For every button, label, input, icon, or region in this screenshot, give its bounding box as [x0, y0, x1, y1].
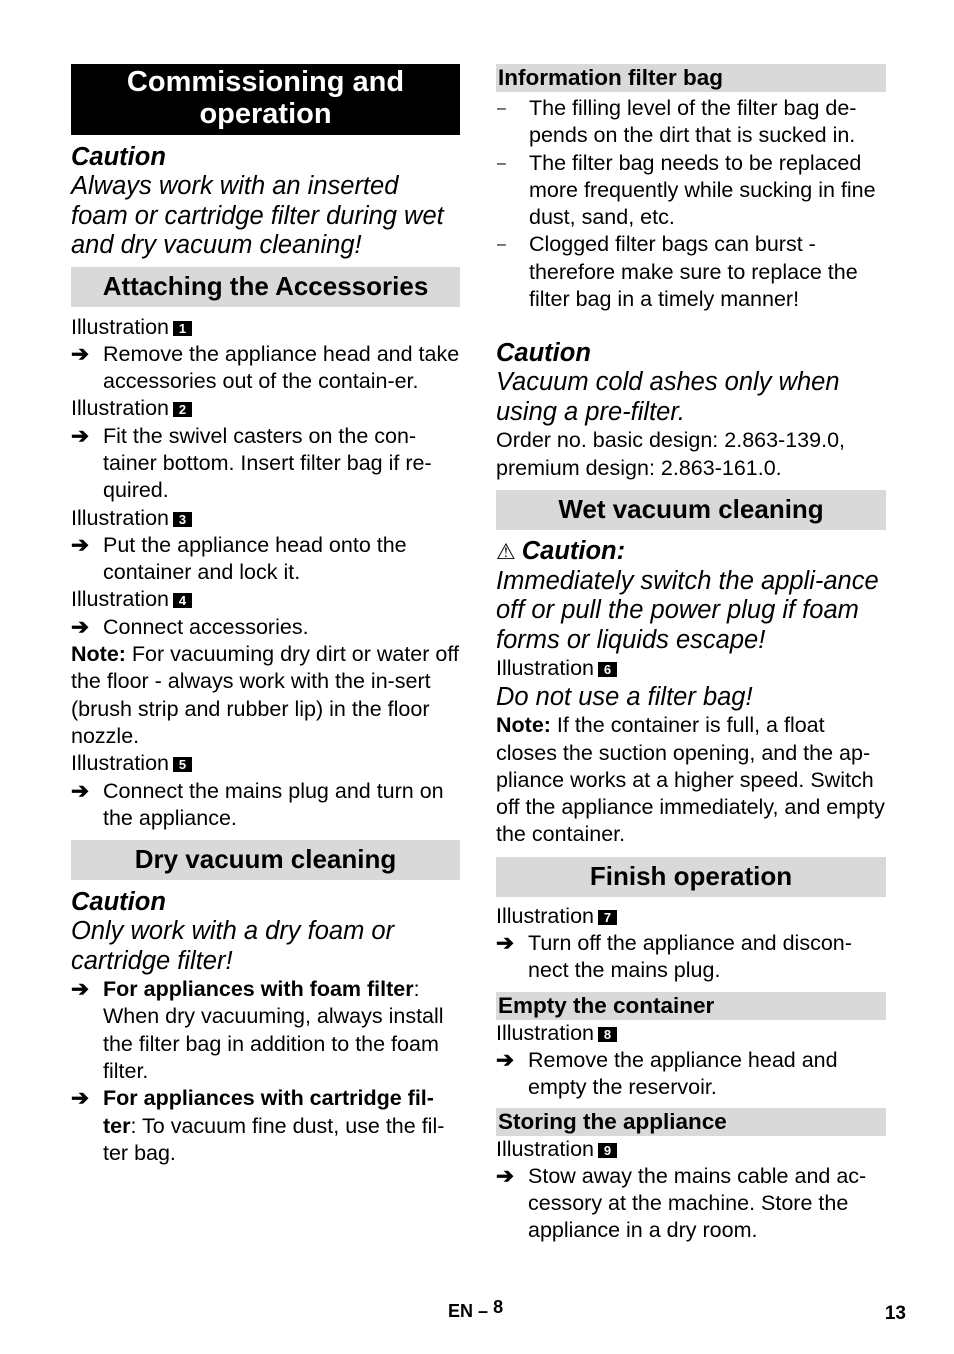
heading-finish-operation: Finish operation [496, 857, 886, 897]
note: Note: For vacuuming dry dirt or water off the floor - always work with the in-sert (brush strip and rubber lip) in the floor nozzle. [71, 642, 459, 748]
arrow-icon: ➔ [71, 341, 90, 366]
dash-icon: – [497, 236, 506, 254]
heading-empty-container: Empty the container [496, 992, 886, 1020]
arrow-icon: ➔ [496, 931, 515, 956]
arrow-icon: ➔ [71, 1086, 90, 1111]
illustration-number-badge: 1 [173, 321, 192, 336]
step-item: ➔ Put the appliance head onto the container and lock it. [71, 532, 460, 587]
step-item: ➔ Fit the swivel casters on the con-tainer bottom. Insert filter bag if re-quired. [71, 423, 460, 505]
arrow-icon: ➔ [71, 778, 90, 803]
caution-title: Caution [496, 339, 591, 368]
illustration-ref: Illustration 8 [496, 1020, 886, 1047]
illustration-number-badge: 7 [598, 910, 617, 925]
right-column [496, 64, 886, 1245]
illustration-ref: Illustration 5 [71, 750, 460, 777]
list-item: – The filter bag needs to be replaced more frequently while sucking in fine dust, sand, etc. [496, 150, 886, 232]
illustration-ref: Illustration 9 [496, 1136, 886, 1163]
heading-attaching-accessories: Attaching the Accessories [71, 267, 460, 307]
illustration-number-badge: 5 [173, 757, 192, 772]
list-item: – The filling level of the filter bag de-pends on the dirt that is sucked in. [496, 95, 886, 150]
illustration-ref: Illustration 6 [496, 655, 886, 682]
caution-title: Caution [71, 143, 166, 171]
note: Note: If the container is full, a float closes the suction opening, and the ap-pliance works at a higher speed. Switch off the appliance immediately, and empty the container. [496, 713, 885, 847]
step-item: ➔ For appliances with foam filter: When dry vacuuming, always install the filter bag in addition to the foam filter. [71, 976, 460, 1085]
dash-icon: – [497, 154, 506, 172]
heading-dry-vacuum: Dry vacuum cleaning [71, 840, 460, 880]
step-item: ➔ Turn off the appliance and discon-nect the mains plug. [496, 930, 886, 985]
warning-triangle-icon: ⚠ [496, 538, 516, 564]
heading-storing-appliance: Storing the appliance [496, 1108, 886, 1136]
caution-text: Vacuum cold ashes only when using a pre-filter. [496, 368, 840, 426]
arrow-icon: ➔ [71, 423, 90, 448]
dash-icon: – [497, 100, 506, 117]
heading-wet-vacuum: Wet vacuum cleaning [496, 490, 886, 530]
step-item: ➔ Remove the appliance head and take accessories out of the contain-er. [71, 341, 460, 396]
caution-title: ⚠ Caution: [496, 536, 626, 565]
heading-information-filter-bag: Information filter bag [496, 64, 886, 92]
list-item: – Clogged filter bags can burst - therefore make sure to replace the filter bag in a timely manner! [496, 231, 886, 313]
arrow-icon: ➔ [71, 614, 90, 639]
arrow-icon: ➔ [496, 1163, 515, 1188]
page-number: 13 [884, 1303, 906, 1324]
no-filter-bag-text: Do not use a filter bag! [496, 682, 753, 711]
section-title-commissioning: Commissioning and operation [71, 64, 460, 135]
illustration-ref: Illustration 7 [496, 903, 886, 930]
illustration-number-badge: 2 [173, 402, 192, 417]
caution-text: Only work with a dry foam or cartridge filter! [71, 917, 395, 975]
illustration-number-badge: 3 [173, 512, 192, 527]
step-item: ➔ Stow away the mains cable and ac-cessory at the machine. Store the appliance in a dry room. [496, 1163, 886, 1245]
step-item: ➔ For appliances with cartridge fil-ter: To vacuum fine dust, use the fil-ter bag. [71, 1085, 460, 1167]
step-item: ➔ Connect the mains plug and turn on the appliance. [71, 778, 460, 833]
arrow-icon: ➔ [71, 977, 90, 1002]
arrow-icon: ➔ [71, 532, 90, 557]
arrow-icon: ➔ [496, 1047, 515, 1072]
step-item: ➔ Connect accessories. [71, 614, 460, 641]
illustration-ref: Illustration 3 [71, 505, 460, 532]
illustration-ref: Illustration 4 [71, 586, 460, 613]
left-column [71, 64, 460, 1167]
order-number-text: Order no. basic design: 2.863-139.0, premium design: 2.863-161.0. [496, 428, 845, 480]
illustration-number-badge: 8 [598, 1027, 617, 1042]
caution-text: Always work with an inserted foam or cartridge filter during wet and dry vacuum cleaning! [71, 172, 444, 259]
caution-text: Immediately switch the appli-ance off or pull the power plug if foam forms or liquids escape! [496, 566, 879, 654]
illustration-ref: Illustration 2 [71, 395, 460, 422]
illustration-number-badge: 4 [173, 593, 192, 608]
illustration-ref: Illustration 1 [71, 314, 460, 341]
step-item: ➔ Remove the appliance head and empty the reservoir. [496, 1047, 886, 1102]
caution-title: Caution [71, 888, 166, 917]
illustration-number-badge: 9 [598, 1143, 617, 1158]
footer-language-page: EN – 8 [448, 1297, 504, 1321]
illustration-number-badge: 6 [598, 662, 617, 677]
